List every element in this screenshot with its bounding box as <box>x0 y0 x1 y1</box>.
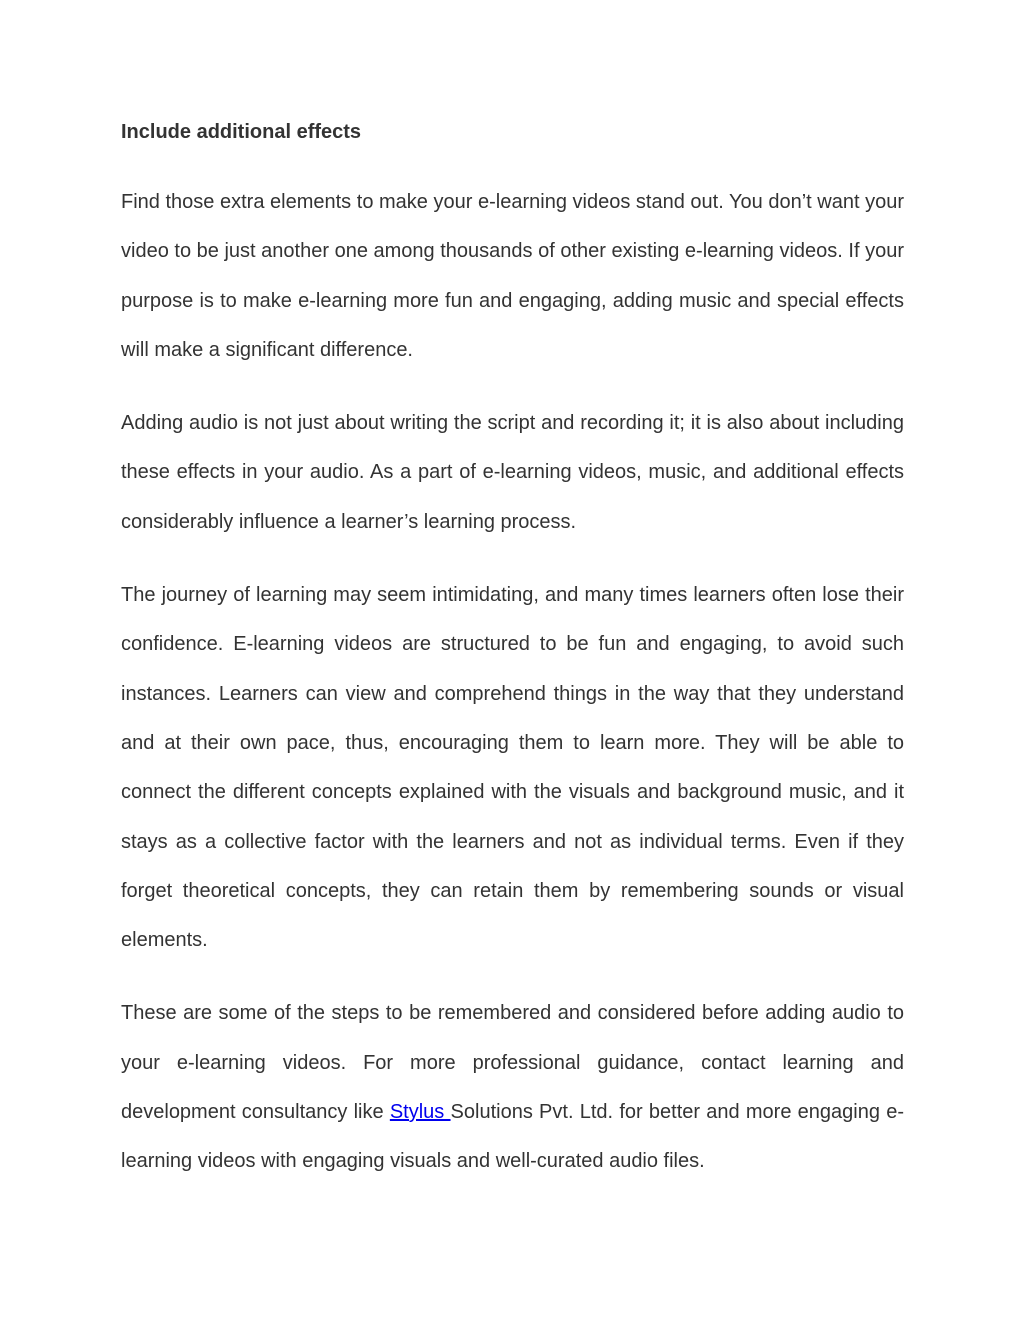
paragraph-intro: Find those extra elements to make your e-learning videos stand out. You don’t want your video to be just another one among thousands of other existing e-learning videos. If your purpose is to make e-learning more fun and engaging, adding music and special effects will make a significant difference. <box>121 191 904 361</box>
closing-text-after-link: Solutions Pvt. Ltd. for better and more engaging e-learning videos with engaging visuals and well-curated audio files. <box>121 1101 904 1173</box>
section-heading: Include additional effects <box>121 121 362 143</box>
closing-text-before-link: These are some of the steps to be remembered and considered before adding audio to your e-learning videos. For more professional guidance, contact learning and development consultancy like <box>121 1002 904 1124</box>
paragraph-closing <box>121 989 904 1186</box>
stylus-link[interactable]: Stylus <box>389 1101 451 1124</box>
paragraph-journey: The journey of learning may seem intimidating, and many times learners often lose their confidence. E-learning videos are structured to be fun and engaging, to avoid such instances. Learners can view and comprehend things in the way that they understand and at their own pace, thus, encouraging them to learn more. They will be able to connect the different concepts explained with the visuals and background music, and it stays as a collective factor with the learners and not as individual terms. Even if they forget theoretical concepts, they can retain them by remembering sounds or visual elements. <box>121 584 904 952</box>
document-page <box>121 112 904 1211</box>
paragraph-audio: Adding audio is not just about writing the script and recording it; it is also about including these effects in your audio. As a part of e-learning videos, music, and additional effects considerably influence a learner’s learning process. <box>121 412 904 533</box>
